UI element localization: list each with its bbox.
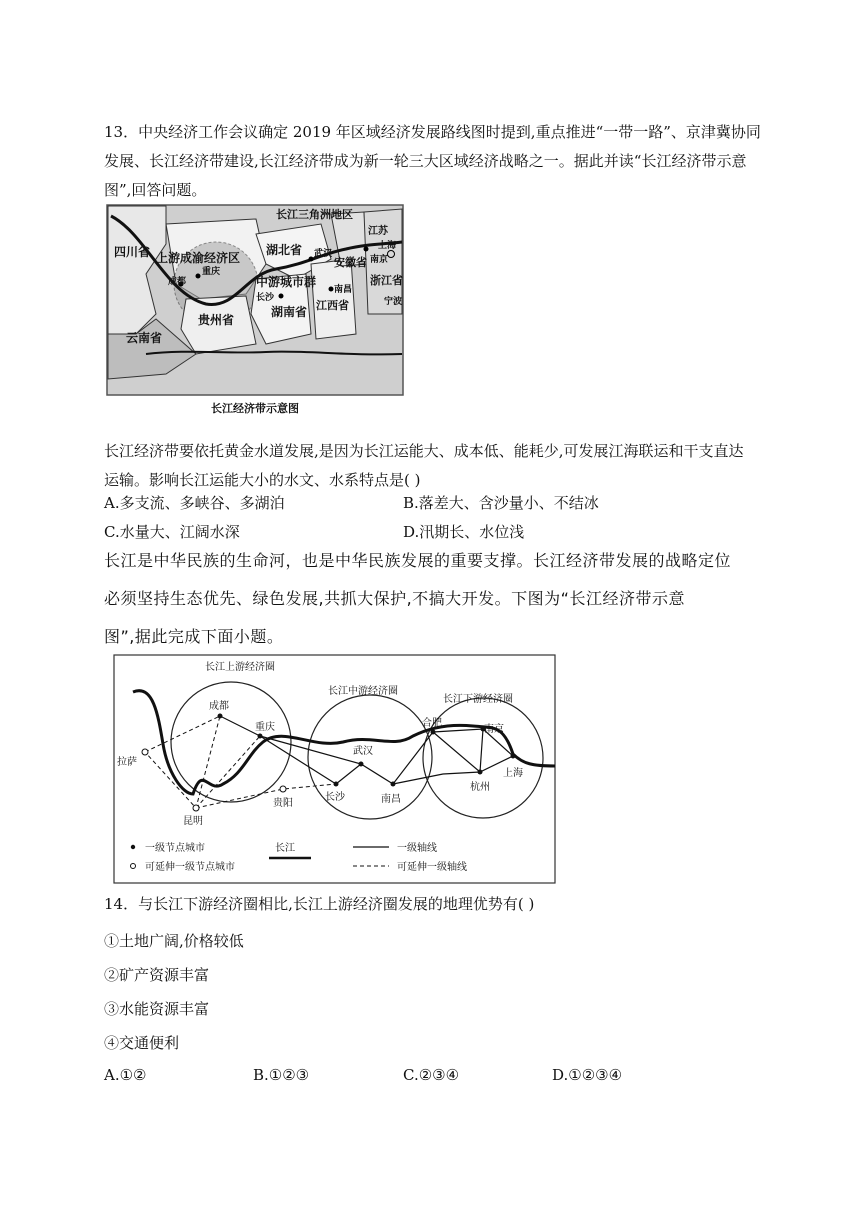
ext-node-kunming	[193, 805, 199, 811]
city-nanjing: 南京	[484, 724, 504, 735]
city-nanchang: 南昌	[381, 794, 401, 805]
map1-label-chengdu: 成都	[168, 276, 187, 286]
node-nanchang	[391, 782, 396, 787]
map1-label-nanjing: 南京	[370, 254, 389, 264]
legend-axis: 一级轴线	[397, 843, 437, 854]
node-changsha	[334, 782, 339, 787]
intro-line-2: 运输。影响长江运能大小的水文、水系特点是( )	[104, 471, 421, 489]
question-14-stem: 14．与长江下游经济圈相比,长江上游经济圈发展的地理优势有( )	[104, 895, 535, 913]
city-lhasa: 拉萨	[117, 757, 137, 768]
map1-caption: 长江经济带示意图	[211, 403, 299, 415]
lower-circle-label: 长江下游经济圈	[443, 694, 513, 705]
map1-label-delta: 长江三角洲地区	[276, 209, 353, 221]
map1-label-chongqing: 重庆	[202, 266, 221, 276]
city-chongqing: 重庆	[255, 722, 275, 733]
question-13-stem	[104, 118, 764, 205]
wuhan-dot	[309, 257, 314, 262]
ext-node-lhasa	[142, 749, 148, 755]
node-hangzhou	[478, 770, 483, 775]
city-shanghai: 上海	[503, 768, 523, 779]
passage-intro	[104, 542, 764, 656]
q14-option-d[interactable]: D.①②③④	[552, 1066, 623, 1084]
node-hefei	[431, 730, 436, 735]
city-kunming: 昆明	[183, 816, 203, 827]
map1-label-yunnan: 云南省	[126, 331, 163, 345]
upper-circle-label: 长江上游经济圈	[205, 662, 275, 673]
ext-node-guiyang	[280, 786, 286, 792]
jiangxi-region	[311, 259, 356, 339]
passage-line-2: 必须坚持生态优先、绿色发展,共抓大保护,不搞大开发。下图为“长江经济带示意	[104, 589, 685, 608]
map1-label-wuhan: 武汉	[314, 248, 333, 258]
q13-option-b[interactable]: B.落差大、含沙量小、不结冰	[403, 494, 599, 512]
map1-label-ningbo: 宁波	[384, 296, 403, 306]
map1-label-zhongyou: 中游城市群	[256, 275, 317, 289]
map1-label-zhejiang: 浙江省	[370, 275, 403, 287]
passage-line-1: 长江是中华民族的生命河，也是中华民族发展的重要支撑。长江经济带发展的战略定位	[104, 551, 732, 570]
nanchang-dot	[329, 287, 334, 292]
q13-option-c[interactable]: C.水量大、江阔水深	[104, 523, 240, 541]
middle-circle-label: 长江中游经济圈	[328, 686, 398, 697]
q14-option-b[interactable]: B.①②③	[253, 1066, 310, 1084]
yangtze-economic-belt-map	[106, 204, 404, 418]
city-hangzhou: 杭州	[470, 782, 490, 793]
map1-label-chengyu: 上游成渝经济区	[156, 251, 241, 265]
legend-node: 一级节点城市	[145, 843, 205, 854]
map1-label-nanchang: 南昌	[334, 284, 353, 294]
legend-ext-axis: 可延伸一级轴线	[397, 862, 467, 873]
q13-option-d[interactable]: D.汛期长、水位浅	[403, 523, 525, 541]
q14-item-4: ④交通便利	[104, 1034, 180, 1052]
legend-ext-node-marker	[131, 864, 136, 869]
map1-label-shanghai: 上海	[378, 240, 397, 250]
q14-item-1: ①土地广阔,价格较低	[104, 932, 244, 950]
city-hefei: 合肥	[422, 718, 442, 729]
q14-item-2: ②矿产资源丰富	[104, 966, 210, 984]
economic-circles-diagram	[113, 654, 556, 884]
node-chongqing	[258, 734, 263, 739]
legend-ext-node: 可延伸一级节点城市	[145, 862, 235, 873]
nanjing-dot	[364, 247, 369, 252]
changsha-dot	[279, 294, 284, 299]
map1-label-anhui: 安徽省	[334, 257, 367, 269]
intro-line-1: 长江经济带要依托黄金水道发展,是因为长江运能大、成本低、能耗少,可发展江海联运和干支直达	[104, 442, 744, 460]
passage-line-3: 图”,据此完成下面小题。	[104, 627, 284, 646]
city-changsha: 长沙	[325, 792, 345, 803]
q13-line-2: 发展、长江经济带建设,长江经济带成为新一轮三大区域经济战略之一。据此并读“长江经济带示意	[104, 152, 747, 170]
q14-option-c[interactable]: C.②③④	[403, 1066, 460, 1084]
chongqing-dot	[196, 274, 201, 279]
map1-label-hunan: 湖南省	[271, 305, 308, 319]
city-chengdu: 成都	[209, 701, 229, 712]
q13-line-1: 13．中央经济工作会议确定 2019 年区域经济发展路线图时提到,重点推进“一带一路”、京津冀协同	[104, 123, 761, 141]
map1-label-guizhou: 贵州省	[198, 313, 235, 327]
q14-option-a[interactable]: A.①②	[104, 1066, 147, 1084]
node-chengdu	[218, 714, 223, 719]
map1-label-changsha: 长沙	[256, 292, 275, 302]
q13-line-3: 图”,回答问题。	[104, 181, 207, 199]
q14-item-3: ③水能资源丰富	[104, 1000, 210, 1018]
legend-river: 长江	[275, 843, 295, 854]
map1-label-jiangxi: 江西省	[316, 300, 349, 312]
map1-label-jiangsu: 江苏	[368, 226, 388, 237]
node-shanghai	[511, 754, 516, 759]
node-wuhan	[359, 762, 364, 767]
q13-option-a[interactable]: A.多支流、多峡谷、多湖泊	[104, 494, 285, 512]
city-wuhan: 武汉	[353, 746, 373, 757]
map1-label-sichuan: 四川省	[114, 245, 151, 259]
legend-node-marker	[131, 845, 135, 849]
q13-intro	[104, 437, 764, 495]
map1-label-hubei: 湖北省	[266, 243, 303, 257]
city-guiyang: 贵阳	[273, 798, 293, 809]
